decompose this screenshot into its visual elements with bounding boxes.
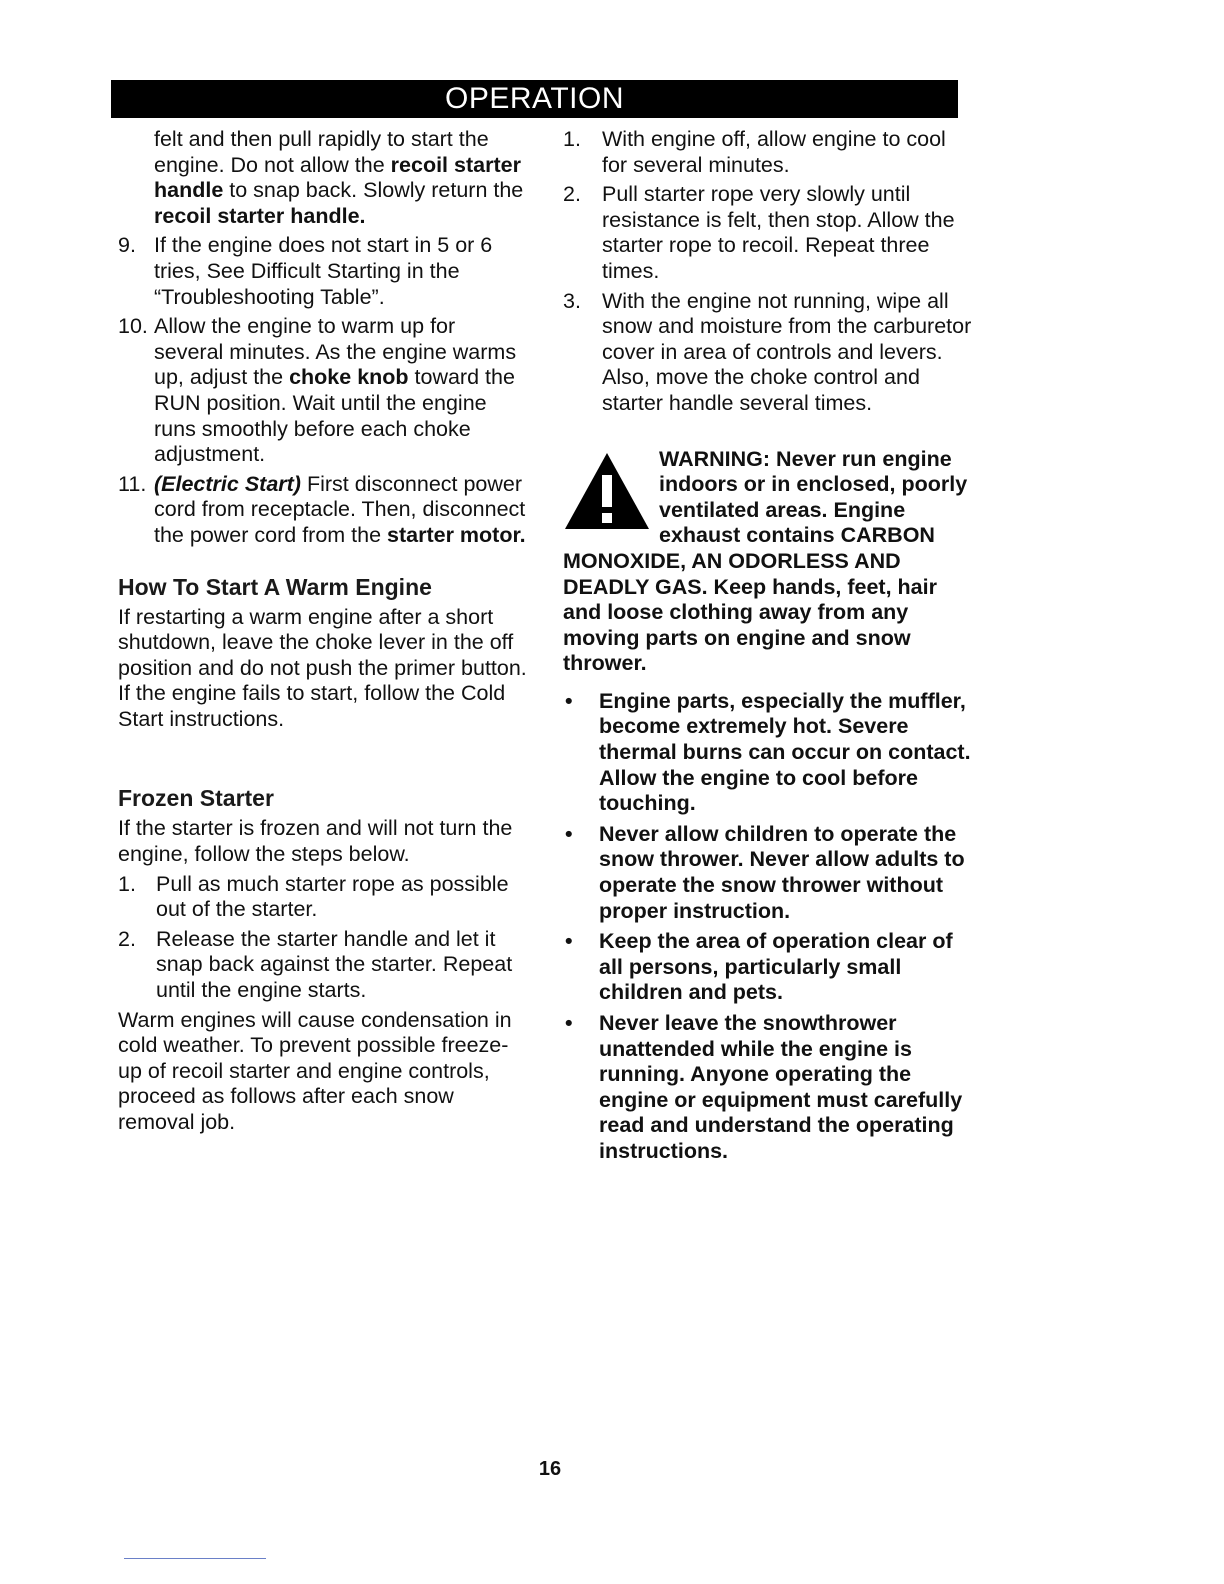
bullet: • bbox=[565, 821, 573, 846]
page-number: 16 bbox=[538, 1458, 562, 1480]
list-item bbox=[563, 127, 973, 178]
step-number: 1. bbox=[563, 127, 581, 151]
warning-triangle-icon bbox=[563, 451, 651, 531]
section-header bbox=[111, 80, 958, 118]
bullet: • bbox=[565, 929, 573, 954]
bold-run: recoil starter handle. bbox=[154, 203, 366, 228]
warm-engine-text: If restarting a warm engine after a short shutdown, leave the choke lever in the off position and do not push the primer button. If the engine fails to start, follow the Cold Start instructions. bbox=[118, 604, 527, 731]
step-text: If the engine does not start in 5 or 6 tries, See Difficult Starting in the “Troubleshooting Table”. bbox=[154, 233, 493, 309]
bullet-text: Never allow children to operate the snow thrower. Never allow adults to operate the snow thrower without proper instruction. bbox=[599, 821, 965, 923]
step-8-continuation bbox=[118, 127, 528, 229]
freeze-prevention-steps bbox=[563, 127, 973, 417]
step-text: Pull starter rope very slowly until resistance is felt, then stop. Allow the starter rope to recoil. Repeat three times. bbox=[602, 182, 955, 283]
step-text bbox=[154, 472, 528, 549]
list-item bbox=[118, 233, 528, 310]
warning-block bbox=[563, 447, 973, 677]
step-number: 3. bbox=[563, 288, 581, 313]
text-run: First disconnect power cord from receptacle. Then, disconnect the power cord from the bbox=[154, 471, 526, 547]
section-title: OPERATION bbox=[445, 82, 624, 115]
bullet: • bbox=[565, 688, 573, 713]
bold-run: recoil starter handle bbox=[154, 152, 521, 203]
list-item bbox=[118, 872, 528, 923]
step-number: 9. bbox=[118, 233, 136, 258]
step-text: With the engine not running, wipe all snow and moisture from the carburetor cover in area of controls and levers. Also, move the choke control and starter handle several times. bbox=[602, 288, 972, 415]
list-item bbox=[563, 289, 973, 417]
list-item bbox=[563, 182, 973, 284]
list-item bbox=[118, 314, 528, 468]
text-run: to snap back. Slowly return the bbox=[223, 178, 524, 203]
left-column bbox=[118, 127, 528, 1136]
right-column bbox=[563, 127, 973, 1170]
cold-start-steps bbox=[118, 233, 528, 548]
step-text bbox=[154, 314, 528, 468]
footer-rule bbox=[124, 1558, 266, 1559]
text-run: Allow the engine to warm up for several minutes. As the engine warms up, adjust the bbox=[154, 314, 517, 390]
bullet: • bbox=[565, 1011, 573, 1035]
frozen-intro: If the starter is frozen and will not turn the engine, follow the steps below. bbox=[118, 816, 513, 867]
warning-text: WARNING: Never run engine indoors or in enclosed, poorly ventilated areas. Engine exhaust contains CARBON MONOXIDE, AN ODORLESS AND DEADLY GAS. Keep hands, feet, hair and loose clothing away from any moving parts on engine and snow thrower. bbox=[563, 446, 968, 676]
bullet-text: Engine parts, especially the muffler, become extremely hot. Severe thermal burns can occur on contact. Allow the engine to cool before touching. bbox=[599, 688, 971, 816]
text-run: felt and then pull rapidly to start the engine. Do not allow the bbox=[154, 127, 489, 177]
step-text: Release the starter handle and let it snap back against the starter. Repeat until the engine starts. bbox=[156, 926, 513, 1003]
text-run: toward the RUN position. Wait until the engine runs smoothly before each choke adjustment. bbox=[154, 365, 515, 467]
list-item bbox=[563, 822, 973, 924]
frozen-steps bbox=[118, 872, 528, 1004]
bold-run: starter motor. bbox=[387, 522, 526, 547]
step-number: 11. bbox=[118, 471, 147, 496]
list-item bbox=[563, 689, 973, 817]
step-number: 1. bbox=[118, 871, 136, 896]
italic-run: (Electric Start) bbox=[154, 471, 301, 496]
step-number: 10. bbox=[118, 314, 148, 339]
list-item bbox=[118, 472, 528, 549]
list-item bbox=[118, 927, 528, 1004]
list-item bbox=[563, 1011, 973, 1165]
step-text: With engine off, allow engine to cool for several minutes. bbox=[602, 127, 946, 177]
step-text: Pull as much starter rope as possible out of the starter. bbox=[156, 871, 509, 922]
bold-run: choke knob bbox=[289, 365, 409, 390]
step-number: 2. bbox=[118, 926, 136, 951]
safety-bullets bbox=[563, 689, 973, 1165]
step-number: 2. bbox=[563, 182, 581, 207]
warm-engine-heading: How To Start A Warm Engine bbox=[118, 573, 432, 600]
bullet-text: Never leave the snowthrower unattended while the engine is running. Anyone operating the engine or equipment must carefully read and understand the operating instructions. bbox=[599, 1011, 963, 1163]
frozen-starter-heading: Frozen Starter bbox=[118, 785, 274, 812]
frozen-outro: Warm engines will cause condensation in cold weather. To prevent possible freeze-up of recoil starter and engine controls, proceed as follows after each snow removal job. bbox=[118, 1007, 512, 1134]
list-item bbox=[563, 929, 973, 1006]
bullet-text: Keep the area of operation clear of all persons, particularly small children and pets. bbox=[599, 929, 953, 1005]
